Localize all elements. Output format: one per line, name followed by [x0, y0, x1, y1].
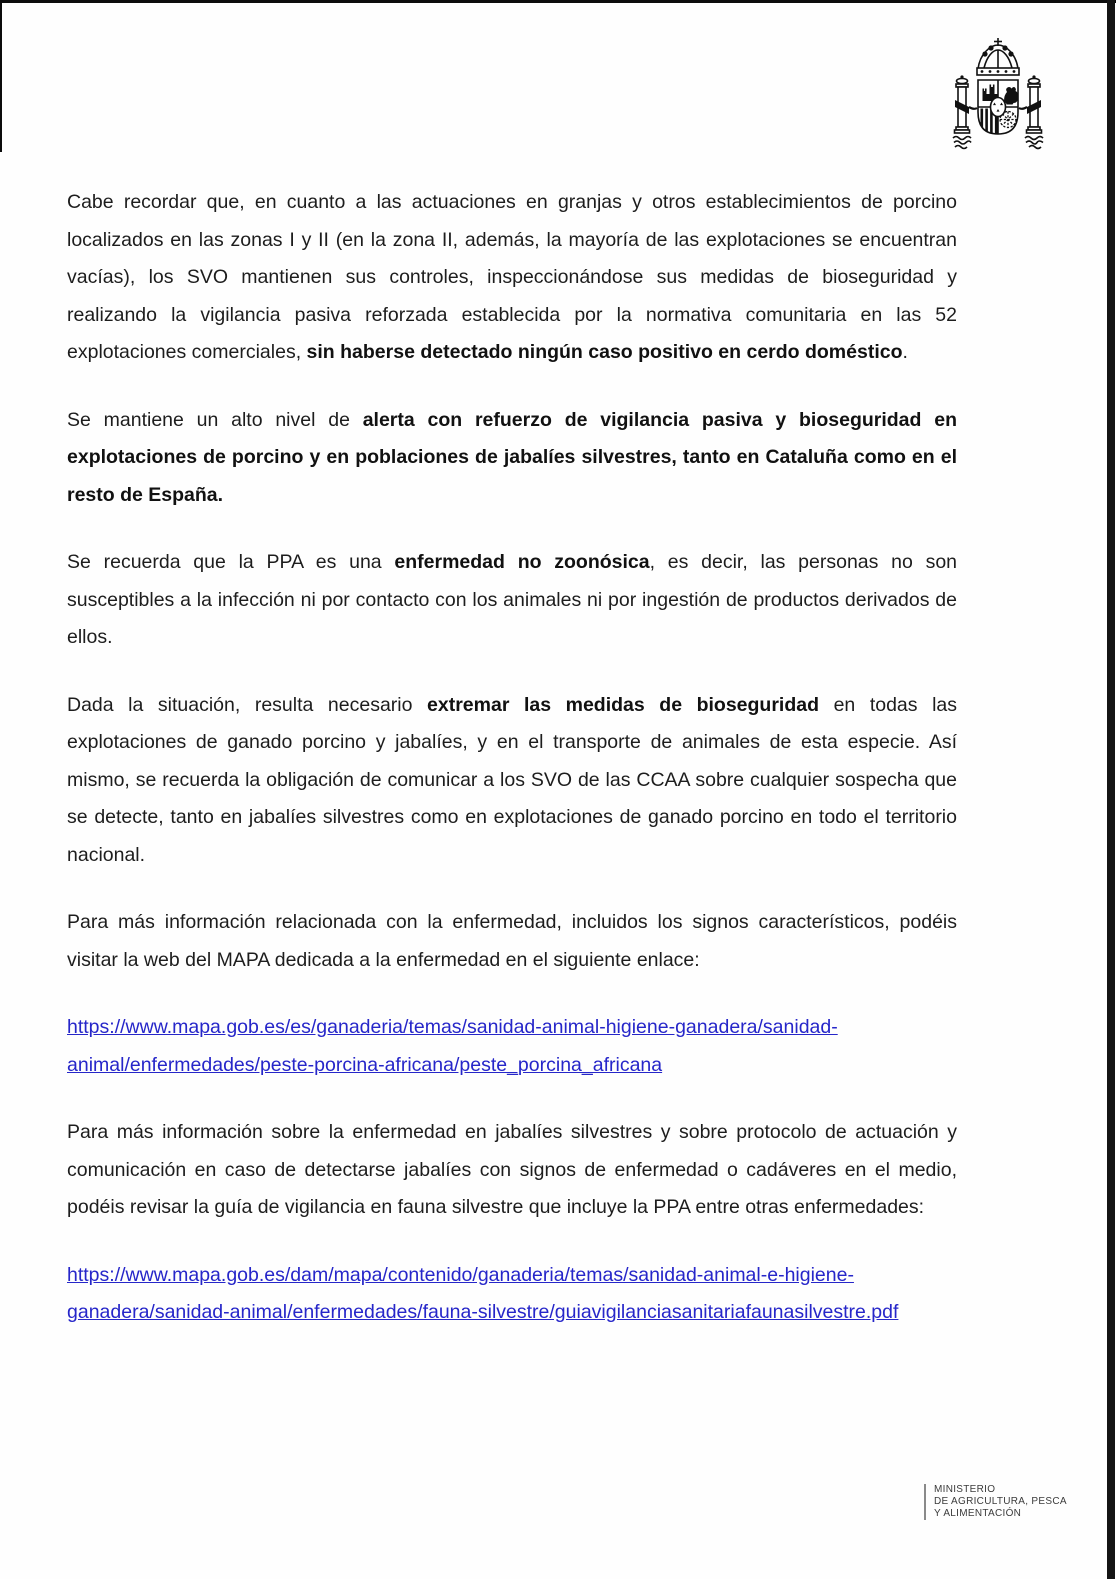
body-text: Se mantiene un alto nivel de	[67, 408, 363, 431]
body-text: .	[902, 341, 908, 363]
body-text: Para más información sobre la enfermedad en jabalíes silvestres y sobre protocolo de actuación y comunicación en caso de detectarse jabalíes con signos de enfermedad o cadáveres en el medio, podéis revisar la guía de vigilancia en fauna silvestre que incluye la PPA entre otras enfermedades:	[67, 1121, 957, 1218]
paragraph	[67, 402, 957, 515]
paragraph	[67, 687, 957, 875]
footer-line-ministerio: MINISTERIO	[934, 1484, 996, 1495]
body-text: Se recuerda que la PPA es una	[67, 551, 395, 573]
body-text: en todas las explotaciones de ganado porcino y jabalíes, y en el transporte de animales de esta especie. Así mismo, se recuerda la obligación de comunicar a los SVO de las CCAA sobre cualquier sospecha que se detecte, tanto en jabalíes silvestres como en explotaciones de ganado porcino en todo el territorio nacional.	[67, 693, 958, 866]
scan-edge-left	[0, 0, 2, 152]
body-text: , es decir, las personas no son susceptibles a la infección ni por contacto con los animales ni por ingestión de productos derivados de ellos.	[67, 551, 958, 648]
link-paragraph	[67, 1257, 957, 1332]
body-text: Para más información relacionada con la enfermedad, incluidos los signos característicos, podéis visitar la web del MAPA dedicada a la enfermedad en el siguiente enlace:	[67, 911, 957, 971]
ministry-footer-logo	[924, 1484, 1067, 1520]
scan-edge-top	[0, 0, 1116, 3]
document-body	[67, 184, 957, 1362]
spain-coat-of-arms-icon	[941, 36, 1055, 160]
paragraph	[67, 544, 957, 657]
hyperlink[interactable]: https://www.mapa.gob.es/es/ganaderia/temas/sanidad-animal-higiene-ganadera/sanidad- animal/enfermedades/peste-porcina-africana/peste_porcina_africana	[67, 1016, 838, 1076]
scan-edge-right	[1107, 0, 1115, 1579]
paragraph	[67, 184, 957, 372]
body-text: Dada la situación, resulta necesario	[67, 693, 428, 716]
link-paragraph	[67, 1009, 957, 1084]
paragraph	[67, 1114, 957, 1227]
footer-line-departamento: DE AGRICULTURA, PESCA	[934, 1496, 1067, 1507]
bold-text: sin haberse detectado ningún caso positivo en cerdo doméstico	[306, 341, 903, 363]
footer-line-alimentacion: Y ALIMENTACIÓN	[934, 1508, 1022, 1519]
bold-text: alerta con refuerzo de vigilancia pasiva y bioseguridad en explotaciones de porcino y en poblaciones de jabalíes silvestres, tanto en Cataluña como en el resto de España.	[67, 408, 957, 506]
hyperlink[interactable]: https://www.mapa.gob.es/dam/mapa/contenido/ganaderia/temas/sanidad-animal-e-higiene- ganadera/sanidad-animal/enfermedades/fauna-silvestre/guiavigilanciasanitariafaunasilvestre.pdf	[67, 1263, 899, 1323]
ministry-footer-text	[924, 1484, 1067, 1520]
bold-text: enfermedad no zoonósica	[394, 551, 650, 573]
paragraph	[67, 904, 957, 979]
bold-text: extremar las medidas de bioseguridad	[427, 693, 820, 716]
body-text: Cabe recordar que, en cuanto a las actuaciones en granjas y otros establecimientos de porcino localizados en las zonas I y II (en la zona II, además, la mayoría de las explotaciones se encuentran vacías), los SVO mantienen sus controles, inspeccionándose sus medidas de bioseguridad y realizando la vigilancia pasiva reforzada establecida por la normativa comunitaria en las 52 explotaciones comerciales,	[67, 191, 957, 363]
